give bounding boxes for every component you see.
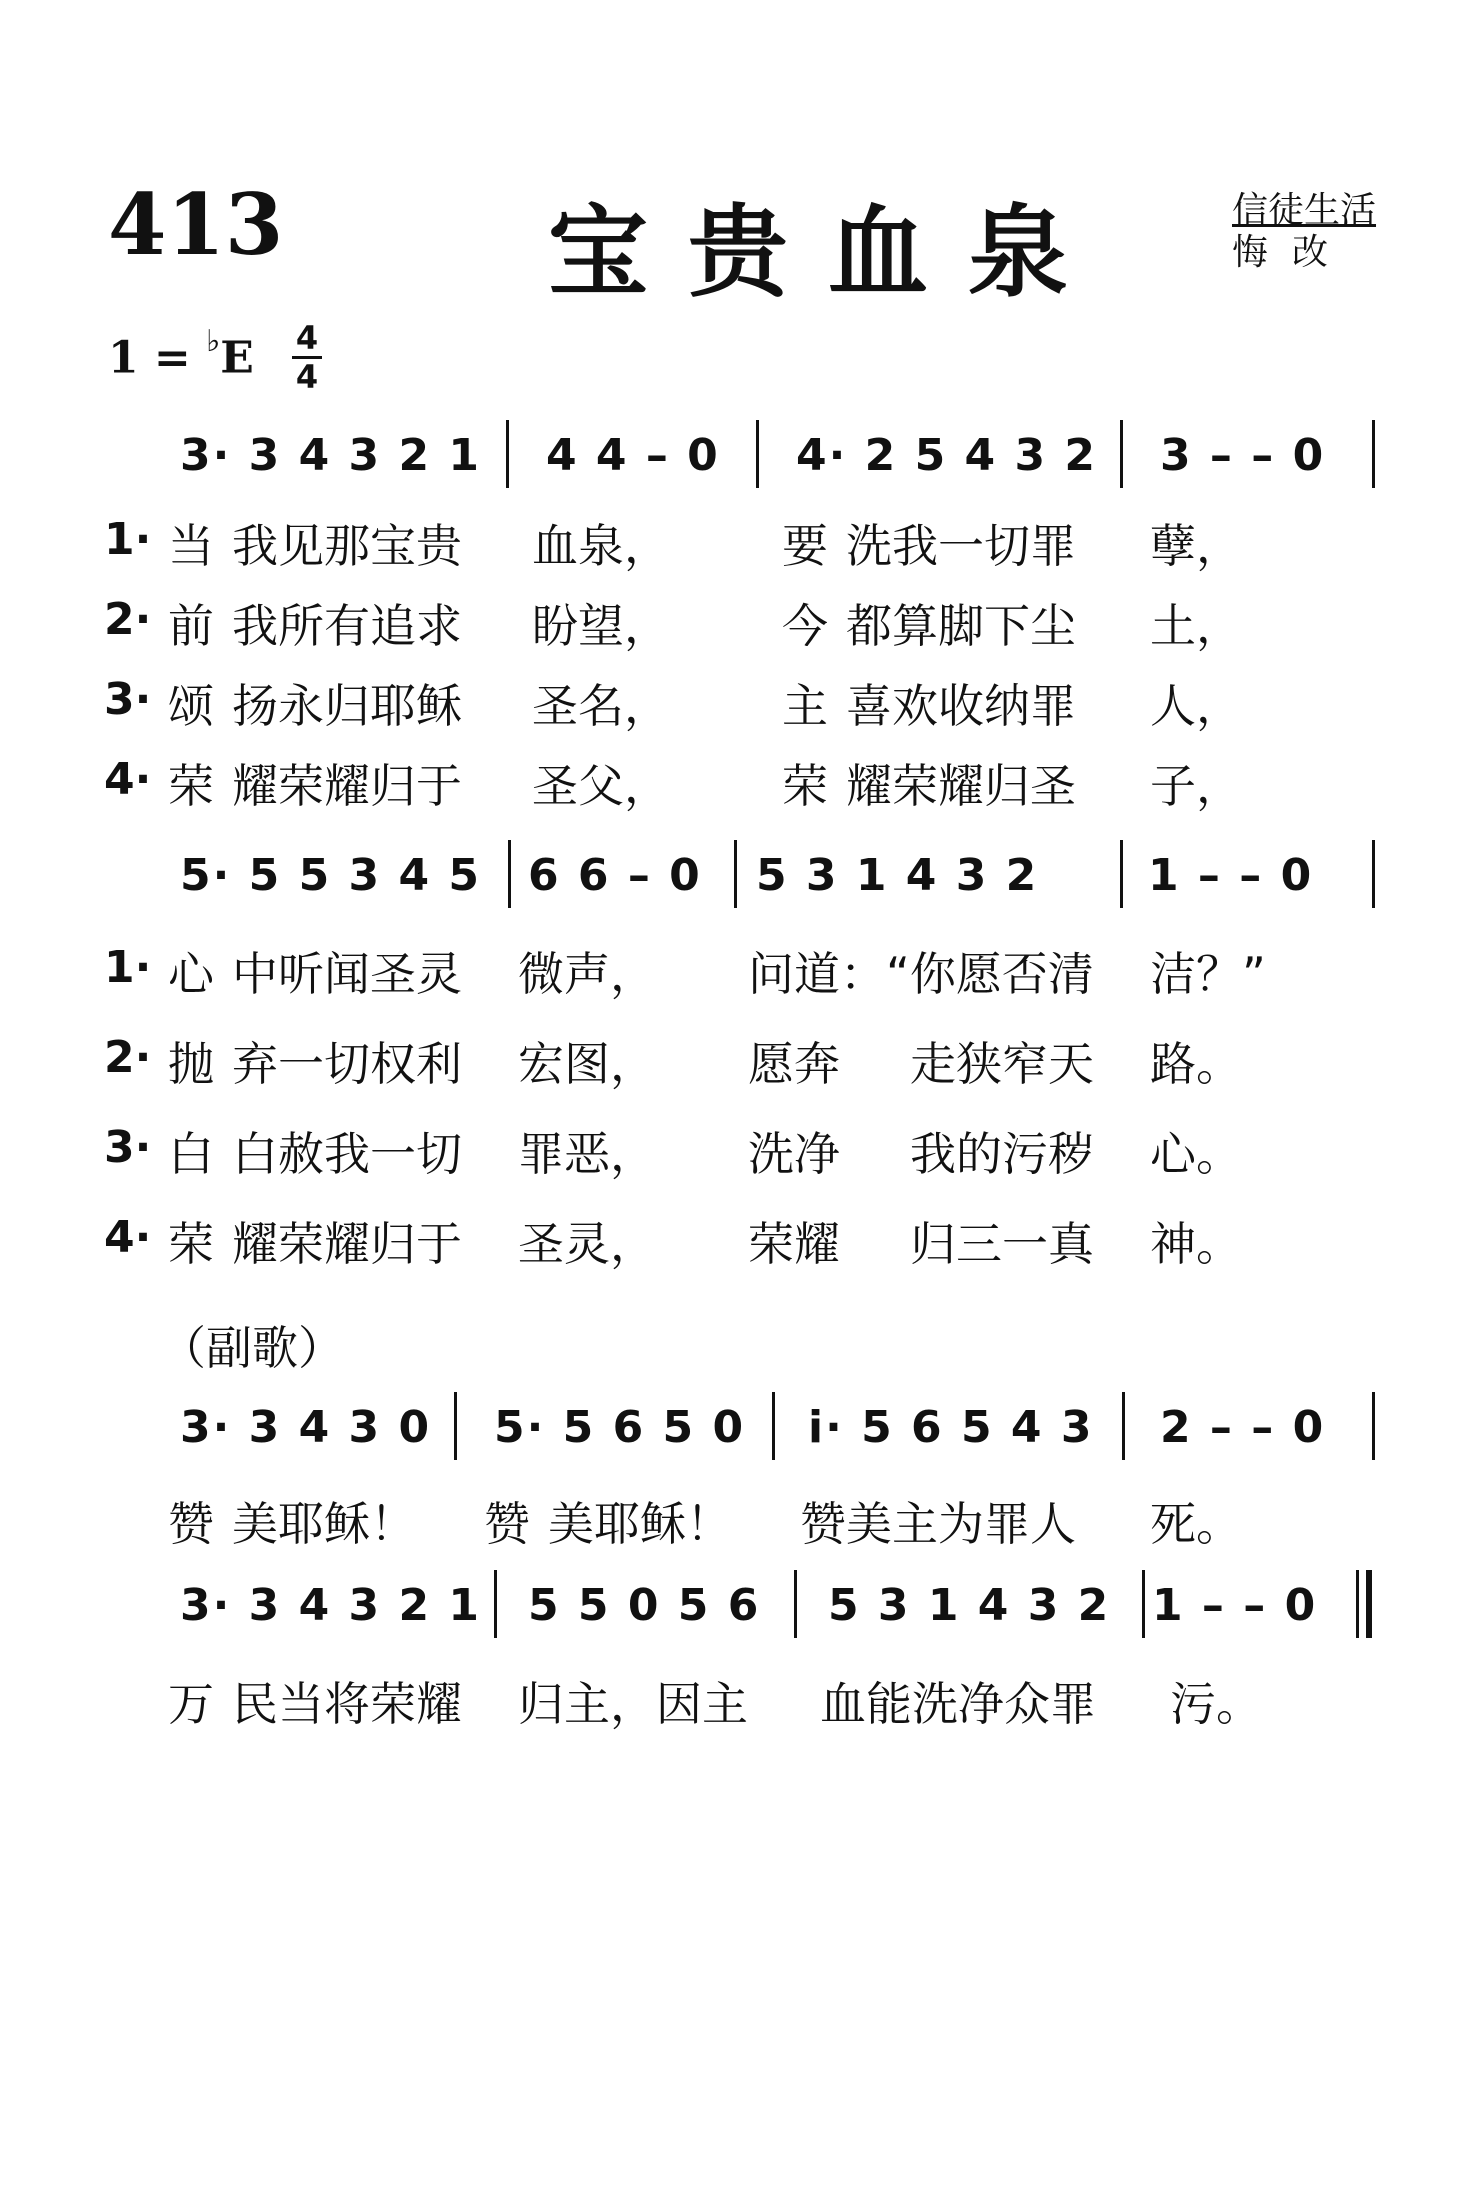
verse-number: 4· — [104, 1212, 152, 1263]
lyric-segment: 微声， — [518, 947, 656, 1001]
lyric-segment: 荣 — [168, 1217, 214, 1271]
lyric-segment: 抛 — [168, 1037, 214, 1091]
lyric-segment: 美耶稣！ — [232, 1497, 416, 1551]
lyric-segment: 弃一切权利 — [232, 1037, 462, 1091]
verse-number: 3· — [104, 674, 152, 725]
hymn-number: 413 — [108, 175, 284, 274]
verse-number: 2· — [104, 594, 152, 645]
chorus-measure-1-3: i· 5 6 5 4 3 — [808, 1402, 1094, 1453]
lyric-segment: 圣名， — [532, 679, 670, 733]
lyric-segment: 洗净 — [748, 1127, 840, 1181]
credit-category: 信徒生活 — [1232, 190, 1377, 231]
measure-1-3: 4· 2 5 4 3 2 — [796, 430, 1097, 481]
key-note: E — [220, 332, 254, 384]
final-barline — [1366, 1570, 1372, 1638]
credit-subcategory: 悔改 — [1232, 232, 1353, 273]
lyric-segment: 白 — [168, 1127, 214, 1181]
verse-number: 2· — [104, 1032, 152, 1083]
measure-2-1: 5· 5 5 3 4 5 — [180, 850, 481, 901]
lyric-segment: 荣 — [168, 759, 214, 813]
lyric-segment: 归主，因主 — [518, 1677, 748, 1731]
lyric-segment: 走狭窄天 — [910, 1037, 1094, 1091]
chorus-measure-2-1: 3· 3 4 3 2 1 — [180, 1580, 481, 1631]
chorus-measure-1-1: 3· 3 4 3 0 — [180, 1402, 432, 1453]
barline — [508, 840, 511, 908]
measure-1-4: 3 – – 0 — [1160, 430, 1326, 481]
lyric-segment: 圣灵， — [518, 1217, 656, 1271]
lyric-segment: 喜欢收纳罪 — [846, 679, 1076, 733]
lyric-segment: 我见那宝贵 — [232, 519, 462, 573]
measure-2-2: 6 6 – 0 — [528, 850, 702, 901]
lyric-segment: 污。 — [1170, 1677, 1262, 1731]
lyric-segment: 血泉， — [532, 519, 670, 573]
measure-2-4: 1 – – 0 — [1148, 850, 1314, 901]
lyric-segment: 今 — [782, 599, 828, 653]
barline — [454, 1392, 457, 1460]
lyric-segment: 宏图， — [518, 1037, 656, 1091]
hymn-title: 宝贵血泉 — [548, 194, 1108, 311]
lyric-segment: 路。 — [1150, 1037, 1242, 1091]
lyric-segment: 赞 — [484, 1497, 530, 1551]
lyric-segment: 罪恶， — [518, 1127, 656, 1181]
measure-1-2: 4 4 – 0 — [546, 430, 720, 481]
lyric-segment: 白赦我一切 — [232, 1127, 462, 1181]
key-prefix: 1 = — [108, 332, 191, 384]
lyric-segment: 盼望， — [532, 599, 670, 653]
lyric-segment: 心。 — [1150, 1127, 1242, 1181]
lyric-segment: 洁？” — [1150, 947, 1266, 1001]
lyric-segment: 要 — [782, 519, 828, 573]
measure-2-3: 5 3 1 4 3 2 — [756, 850, 1039, 901]
lyric-segment: 颂 — [168, 679, 214, 733]
chorus-measure-2-3: 5 3 1 4 3 2 — [828, 1580, 1111, 1631]
lyric-segment: 荣 — [782, 759, 828, 813]
barline — [1120, 420, 1123, 488]
time-signature-bottom: 4 — [295, 358, 319, 396]
verse-number: 1· — [104, 514, 152, 565]
lyric-segment: 圣父， — [532, 759, 670, 813]
barline — [772, 1392, 775, 1460]
lyric-segment: 洗我一切罪 — [846, 519, 1076, 573]
barline — [1120, 840, 1123, 908]
lyric-segment: 我的污秽 — [910, 1127, 1094, 1181]
lyric-segment: 耀荣耀归于 — [232, 759, 462, 813]
chorus-measure-2-2: 5 5 0 5 6 — [528, 1580, 761, 1631]
lyric-segment: 死。 — [1150, 1497, 1242, 1551]
time-signature-top: 4 — [295, 319, 319, 357]
lyric-segment: 赞 — [168, 1497, 214, 1551]
lyric-segment: 土， — [1150, 599, 1242, 653]
lyric-segment: 当 — [168, 519, 214, 573]
chorus-measure-2-4: 1 – – 0 — [1152, 1580, 1318, 1631]
lyric-segment: 子， — [1150, 759, 1242, 813]
verse-number: 4· — [104, 754, 152, 805]
lyric-segment: 人， — [1150, 679, 1242, 733]
flat-symbol: ♭ — [206, 324, 221, 359]
chorus-label: （副歌） — [160, 1321, 344, 1375]
barline — [734, 840, 737, 908]
barline — [506, 420, 509, 488]
barline — [794, 1570, 797, 1638]
verse-number: 1· — [104, 942, 152, 993]
lyric-segment: 美耶稣！ — [548, 1497, 732, 1551]
measure-1-1: 3· 3 4 3 2 1 — [180, 430, 481, 481]
lyric-segment: 主 — [782, 679, 828, 733]
barline — [494, 1570, 497, 1638]
verse-number: 3· — [104, 1122, 152, 1173]
lyric-segment: 民当将荣耀 — [232, 1677, 462, 1731]
lyric-segment: 荣耀 — [748, 1217, 840, 1271]
lyric-segment: 我所有追求 — [232, 599, 462, 653]
time-signature — [292, 319, 322, 396]
lyric-segment: 都算脚下尘 — [846, 599, 1076, 653]
lyric-segment: 问道：“你愿否清 — [748, 947, 1094, 1001]
lyric-segment: 孽， — [1150, 519, 1242, 573]
barline — [1142, 1570, 1145, 1638]
barline — [1356, 1570, 1359, 1638]
lyric-segment: 万 — [168, 1677, 214, 1731]
lyric-segment: 归三一真 — [910, 1217, 1094, 1271]
barline — [1372, 420, 1375, 488]
lyric-segment: 扬永归耶稣 — [232, 679, 462, 733]
lyric-segment: 前 — [168, 599, 214, 653]
lyric-segment: 耀荣耀归圣 — [846, 759, 1076, 813]
lyric-segment: 耀荣耀归于 — [232, 1217, 462, 1271]
lyric-segment: 愿奔 — [748, 1037, 840, 1091]
lyric-segment: 血能洗净众罪 — [820, 1677, 1096, 1731]
lyric-segment: 心 — [168, 947, 214, 1001]
barline — [1122, 1392, 1125, 1460]
lyric-segment: 神。 — [1150, 1217, 1242, 1271]
lyric-segment: 赞美主为罪人 — [800, 1497, 1076, 1551]
chorus-measure-1-2: 5· 5 6 5 0 — [494, 1402, 746, 1453]
barline — [756, 420, 759, 488]
barline — [1372, 1392, 1375, 1460]
barline — [1372, 840, 1375, 908]
lyric-segment: 中听闻圣灵 — [232, 947, 462, 1001]
key-signature — [108, 324, 254, 384]
chorus-measure-1-4: 2 – – 0 — [1160, 1402, 1326, 1453]
